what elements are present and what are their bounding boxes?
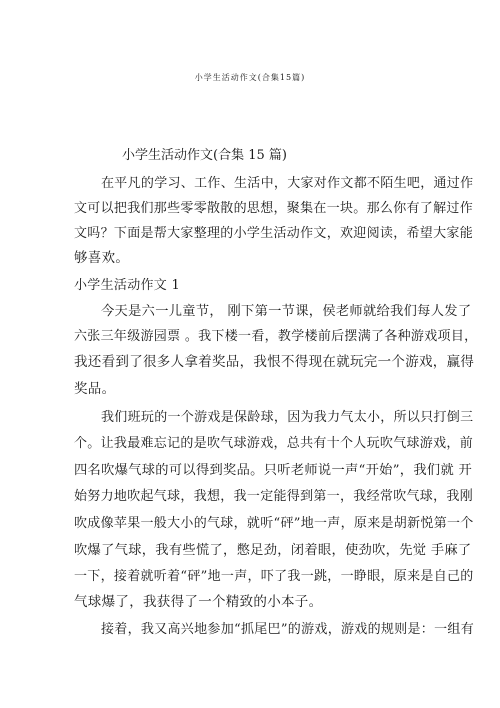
intro-line: 文可以把我们那些零零散散的思想，聚集在一块。那么你有了解过作 bbox=[74, 201, 474, 216]
paragraph-line: 个。让我最难忘记的是吹气球游戏，总共有十个人玩吹气球游戏，前 bbox=[74, 436, 474, 451]
intro-line: 文吗？下面是帮大家整理的小学生活动作文，欢迎阅读，希望大家能 bbox=[74, 226, 474, 241]
document-subtitle: 小学生活动作文(合集 15 篇) bbox=[122, 148, 287, 163]
paragraph-line: 我们班玩的一个游戏是保龄球，因为我力气太小，所以只打倒三 bbox=[101, 410, 474, 425]
paragraph-line: 今天是六一儿童节， 刚下第一节课，侯老师就给我们每人发了 bbox=[101, 304, 472, 319]
paragraph-line: 奖品。 bbox=[74, 381, 116, 397]
paragraph-line: 四名吹爆气球的可以得到奖品。只听老师说一声“开始”，我们就 开 bbox=[74, 463, 473, 478]
paragraph-line: 吹成像苹果一般大小的气球，就听“砰”地一声，原来是胡新悦第一个 bbox=[74, 516, 474, 531]
document-title: 小学生活动作文(合集15篇) bbox=[194, 73, 306, 82]
paragraph-line: 一下，接着就听着“砰”地一声，吓了我一跳，一睁眼，原来是自己的 bbox=[74, 569, 474, 584]
paragraph-line: 六张三年级游园票 。我下楼一看，教学楼前后摆满了各种游戏项目， bbox=[74, 329, 478, 344]
paragraph-line: 气球爆了，我获得了一个精致的小本子。 bbox=[74, 594, 323, 610]
section-heading: 小学生活动作文 1 bbox=[74, 278, 181, 293]
paragraph-line: 接着，我又高兴地参加“抓尾巴”的游戏，游戏的规则是：一组有 bbox=[101, 622, 474, 637]
intro-line: 在平凡的学习、工作、生活中，大家对作文都不陌生吧，通过作 bbox=[101, 176, 474, 191]
intro-line: 够喜欢。 bbox=[74, 250, 130, 266]
paragraph-line: 我还看到了很多人拿着奖品，我恨不得现在就玩完一个游戏，赢得 bbox=[74, 354, 475, 370]
paragraph-line: 始努力地吹起气球，我想，我一定能得到第一，我经常吹气球，我刚 bbox=[74, 489, 474, 504]
paragraph-line: 吹爆了气球，我有些慌了，憋足劲，闭着眼，使劲吹，先觉 手麻了 bbox=[74, 543, 472, 558]
